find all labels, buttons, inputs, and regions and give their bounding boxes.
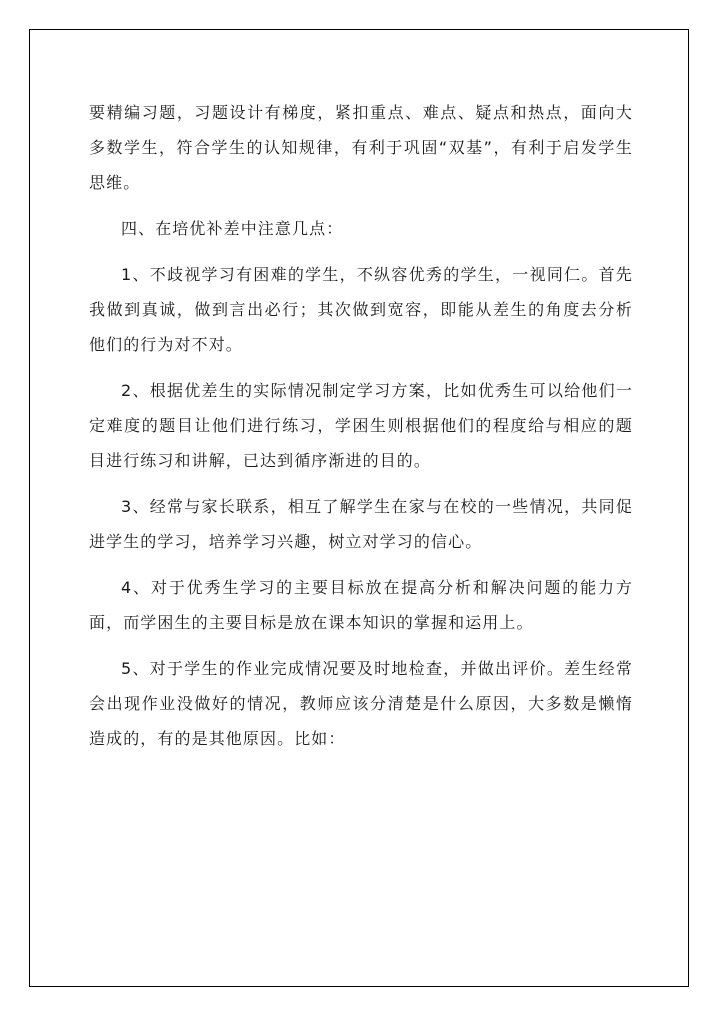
- paragraph-item-5: 5、对于学生的作业完成情况要及时地检查，并做出评价。差生经常会出现作业没做好的情况，教师应该分清楚是什么原因，大多数是懒惰造成的，有的是其他原因。比如：: [89, 659, 633, 748]
- paragraph-item-3: 3、经常与家长联系，相互了解学生在家与在校的一些情况，共同促进学生的学习，培养学习兴趣，树立对学习的信心。: [89, 497, 633, 551]
- paragraph-item-2: 2、根据优差生的实际情况制定学习方案，比如优秀生可以给他们一定难度的题目让他们进行练习，学困生则根据他们的程度给与相应的题目进行练习和讲解，已达到循序渐进的目的。: [89, 381, 633, 470]
- paragraph-item-4: 4、对于优秀生学习的主要目标放在提高分析和解决问题的能力方面，而学困生的主要目标是放在课本知识的掌握和运用上。: [89, 578, 633, 632]
- paragraph-continuation: 要精编习题，习题设计有梯度，紧扣重点、难点、疑点和热点，面向大多数学生，符合学生的认知规律，有利于巩固“双基”，有利于启发学生思维。: [89, 103, 633, 192]
- paragraph-item-1: 1、不歧视学习有困难的学生，不纵容优秀的学生，一视同仁。首先我做到真诚，做到言出必行；其次做到宽容，即能从差生的角度去分析他们的行为对不对。: [89, 265, 633, 354]
- document-body: [89, 95, 633, 756]
- section-heading: 四、在培优补差中注意几点：: [121, 219, 344, 238]
